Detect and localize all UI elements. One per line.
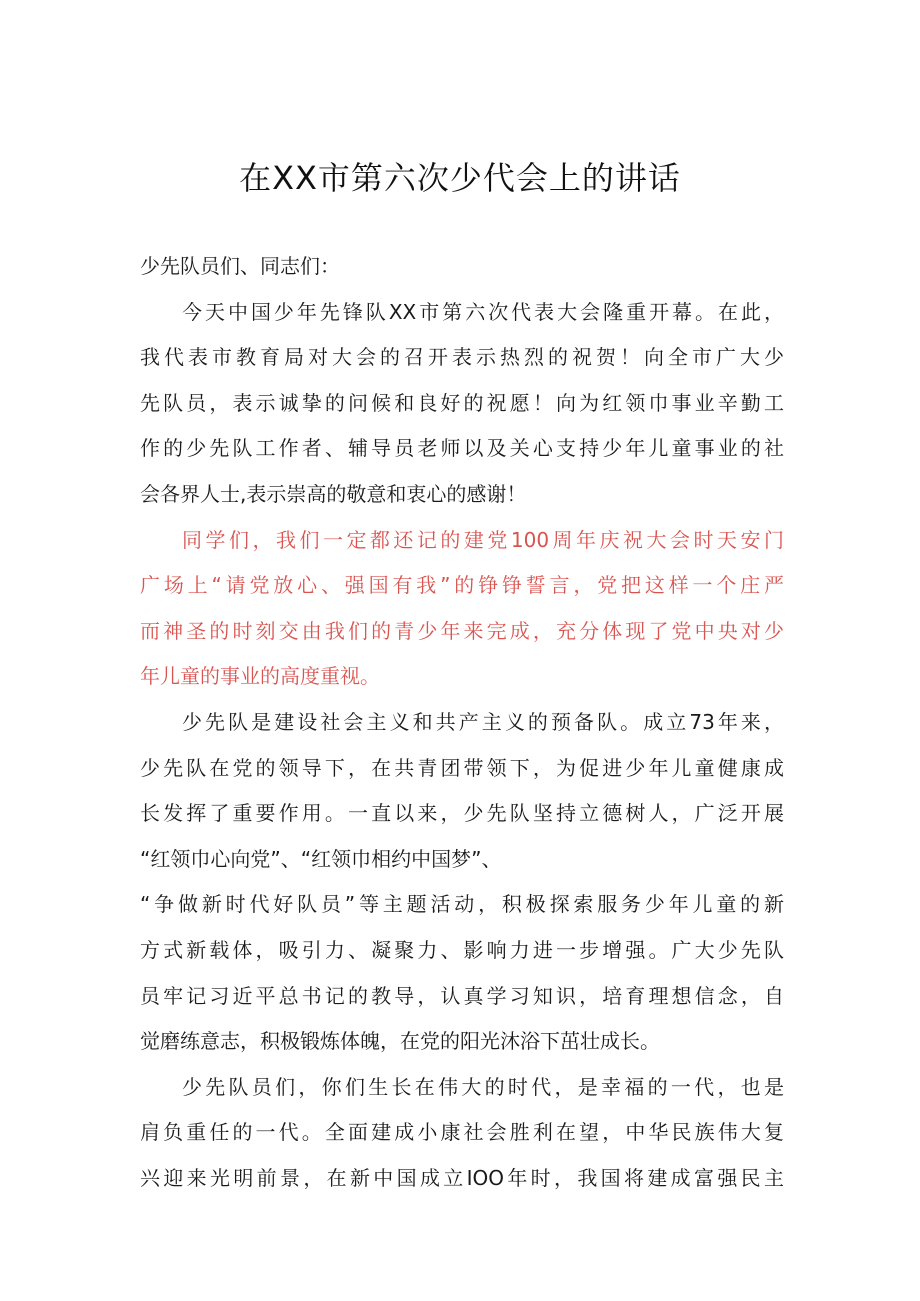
paragraph-line: 少先队员们，你们生长在伟大的时代，是幸福的一代，也是 — [182, 1074, 784, 1099]
document-title: 在XX市第六次少代会上的讲话 — [239, 159, 681, 197]
paragraph-line: 会各界人士,表示崇高的敬意和衷心的感谢！ — [140, 481, 527, 506]
paragraph-line: 广场上“请党放心、强国有我”的铮铮誓言，党把这样一个庄严 — [140, 573, 784, 598]
paragraph-line: 今天中国少年先锋队XX市第六次代表大会隆重开幕。在此， — [182, 299, 784, 324]
paragraph-line: 员牢记习近平总书记的教导，认真学习知识，培育理想信念，自 — [140, 983, 784, 1008]
paragraph-line: “红领巾心向党”、“红领巾相约中国梦”、 — [140, 846, 502, 871]
paragraph-line: 少先队是建设社会主义和共产主义的预备队。成立73年来， — [182, 709, 784, 734]
paragraph-line: 作的少先队工作者、辅导员老师以及关心支持少年儿童事业的社 — [140, 436, 784, 461]
paragraph-line: 而神圣的时刻交由我们的青少年来完成，充分体现了党中央对少 — [140, 618, 784, 643]
paragraph-line: 兴迎来光明前景，在新中国成立IOO年时，我国将建成富强民主 — [140, 1165, 784, 1190]
paragraph-line: 先队员，表示诚挚的问候和良好的祝愿！向为红领巾事业辛勤工 — [140, 390, 784, 415]
paragraph-line: 方式新载体，吸引力、凝聚力、影响力进一步增强。广大少先队 — [140, 937, 784, 962]
paragraph-line: “争做新时代好队员”等主题活动，积极探索服务少年儿童的新 — [140, 892, 784, 917]
paragraph-2-highlighted — [140, 518, 784, 700]
paragraph-line: 少先队在党的领导下，在共青团带领下，为促进少年儿童健康成 — [140, 755, 784, 780]
paragraph-line: 肩负重任的一代。全面建成小康社会胜利在望，中华民族伟大复 — [140, 1120, 784, 1145]
paragraph-line: 年儿童的事业的高度重视。 — [140, 664, 380, 689]
paragraph-line: 同学们，我们一定都还记的建党100周年庆祝大会时天安门 — [182, 527, 784, 552]
paragraph-line: 长发挥了重要作用。一直以来，少先队坚持立德树人，广泛开展 — [140, 801, 784, 826]
paragraph-line: 我代表市教育局对大会的召开表示热烈的祝贺！向全市广大少 — [140, 345, 784, 370]
paragraph-3 — [140, 700, 784, 1065]
paragraph-4 — [140, 1065, 784, 1202]
salutation: 少先队员们、同志们： — [140, 254, 340, 278]
document-body — [140, 244, 784, 1201]
paragraph-1 — [140, 290, 784, 518]
paragraph-line: 觉磨练意志，积极锻炼体魄，在党的阳光沐浴下茁壮成长。 — [140, 1029, 660, 1054]
